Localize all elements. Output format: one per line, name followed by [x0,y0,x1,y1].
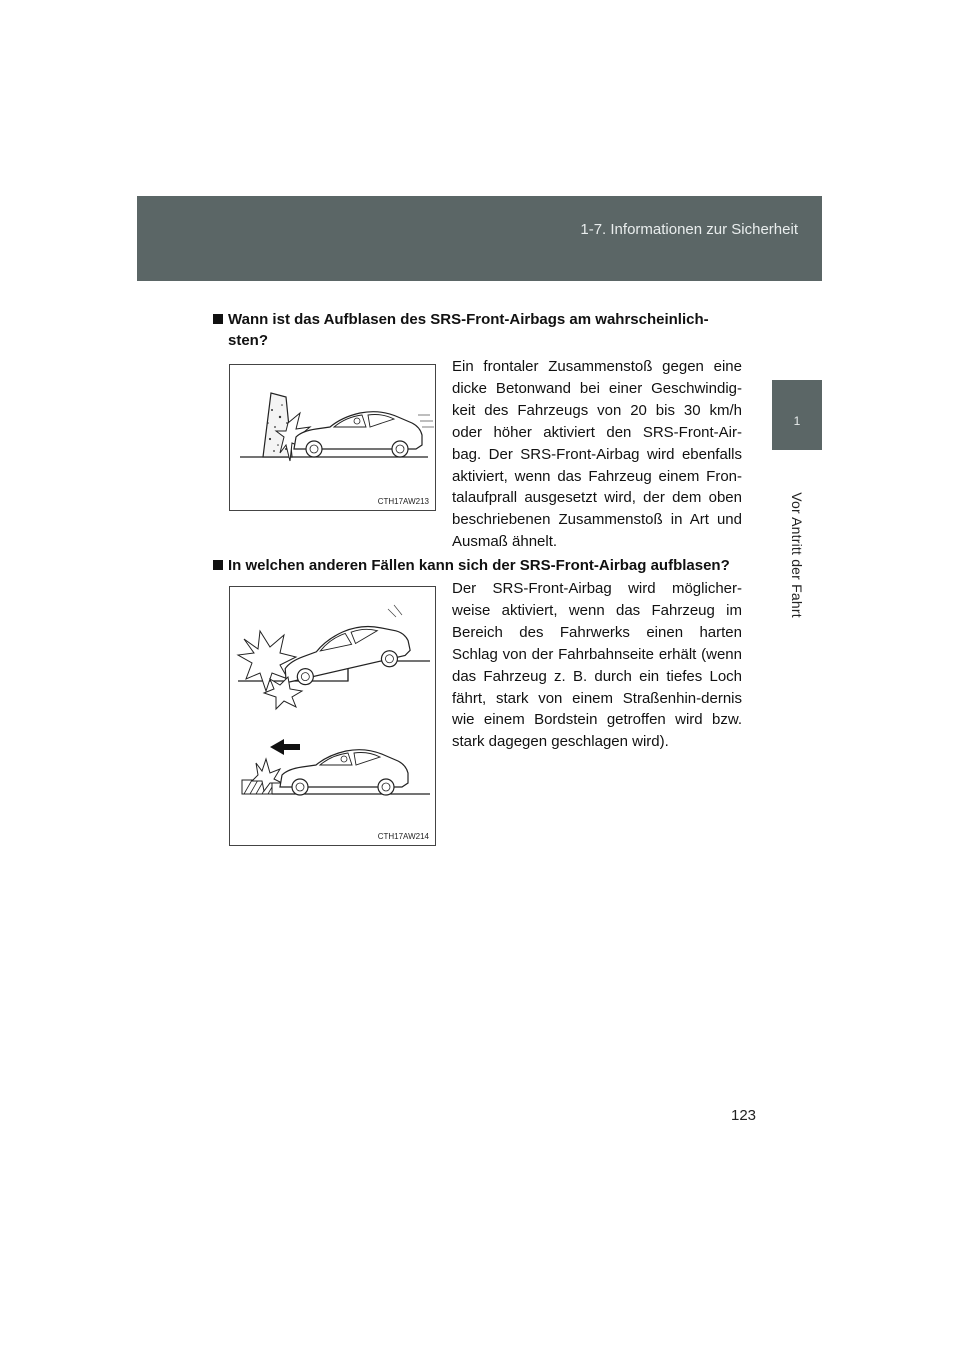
section1-paragraph: Ein frontaler Zusammenstoß gegen eine dicke Betonwand bei einer Geschwindig-keit des Fahrzeugs von 20 bis 30 km/h oder höher aktiviert den SRS-Front-Air-bag. Der SRS-Front-Airbag wird ebenfalls aktiviert, wenn das Fahrzeug einem Fron-talaufprall ausgesetzt wird, der dem oben beschriebenen Zusammenstoß in Art und Ausmaß ähnelt. [452,358,742,551]
figure-code: CTH17AW214 [377,832,429,841]
section2-heading [213,555,743,576]
chapter-tab [772,380,822,450]
header-band [137,196,822,281]
section1-heading-line1: Wann ist das Aufblasen des SRS-Front-Airbags am wahrscheinlich- [228,311,709,328]
section-title: 1-7. Informationen zur Sicherheit [580,221,798,238]
figure-code: CTH17AW213 [377,497,429,506]
bullet-square-icon [213,314,223,324]
bullet-square-icon [213,560,223,570]
frontal-collision-illustration [230,365,437,512]
chapter-number: 1 [793,414,801,428]
chapter-title: Vor Antritt der Fahrt [789,492,805,618]
section2-heading-text: In welchen anderen Fällen kann sich der SRS-Front-Airbag aufblasen? [228,557,730,574]
section2-paragraph: Der SRS-Front-Airbag wird möglicher-weise aktiviert, wenn das Fahrzeug im Bereich des Fahrwerks einen harten Schlag von der Fahrbahnseite erhält (wenn das Fahrzeug z. B. durch ein tiefes Loch fährt, stark von einem Straßenhin-dernis wie einem Bordstein getroffen wird bzw. stark dagegen geschlagen wird). [452,580,742,751]
figure-frontal-collision [229,364,436,511]
undercarriage-impact-illustration [230,587,437,847]
section1-heading-line2: sten? [228,332,269,349]
figure-undercarriage-impact [229,586,436,846]
section1-heading [213,309,743,351]
page-number: 123 [731,1107,757,1124]
